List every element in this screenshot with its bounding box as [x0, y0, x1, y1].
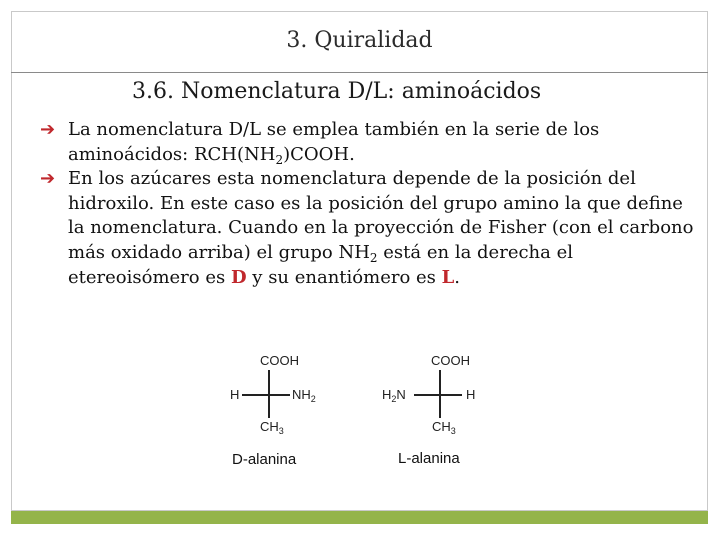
bottom-group-sub: 3	[278, 426, 284, 436]
horizontal-bond	[242, 394, 290, 396]
right-group	[292, 387, 316, 404]
bullet-text: está en la derecha el etereoisómero es	[68, 241, 574, 288]
d-alanine-structure	[226, 350, 336, 440]
right-group-sub: 2	[310, 394, 316, 404]
highlight-l: L	[441, 266, 455, 288]
left-group: H	[230, 387, 240, 402]
left-group-main: H	[382, 387, 392, 402]
left-group-tail: N	[396, 387, 406, 402]
subscript: 2	[369, 250, 378, 265]
l-alanine-label: L-alanina	[398, 450, 460, 467]
slide-title: 3. Quiralidad	[286, 28, 433, 53]
bullet-item	[40, 167, 700, 290]
bottom-group-main: CH	[260, 419, 279, 434]
right-group: H	[466, 387, 476, 402]
horizontal-bond	[414, 394, 462, 396]
arrow-right-icon: ➔	[40, 119, 56, 140]
bottom-group	[432, 419, 456, 436]
d-alanine-label: D-alanina	[232, 451, 297, 468]
bullet-text: La nomenclatura D/L se emplea también en la serie de los aminoácidos: RCH(NH	[68, 119, 600, 165]
left-group-sub: 2	[391, 394, 397, 404]
bottom-group	[260, 419, 284, 436]
bullet-text: )COOH.	[283, 143, 355, 165]
bottom-group-sub: 3	[450, 426, 456, 436]
top-group: COOH	[431, 353, 470, 368]
footer-bar	[11, 511, 708, 524]
highlight-d: D	[230, 266, 247, 288]
top-group: COOH	[260, 353, 299, 368]
left-group	[382, 387, 406, 404]
right-group-main: NH	[292, 387, 311, 402]
bullet-text: En los azúcares esta nomenclatura depende de la posición del hidroxilo. En este caso es la posición del grupo amino la que define la nomenclatura. Cuando en la proyección de Fisher (con el carbono más oxidado arriba) el grupo NH	[68, 168, 694, 263]
bullet-item	[40, 118, 700, 167]
subscript: 2	[275, 152, 284, 167]
bottom-group-main: CH	[432, 419, 451, 434]
title-divider	[11, 72, 708, 73]
arrow-right-icon: ➔	[40, 168, 56, 190]
bullet-text: .	[454, 266, 461, 288]
section-title: 3.6. Nomenclatura D/L: aminoácidos	[132, 79, 542, 104]
l-alanine-structure	[380, 350, 490, 440]
bullet-list	[40, 118, 700, 290]
bullet-text: y su enantiómero es	[246, 266, 442, 288]
